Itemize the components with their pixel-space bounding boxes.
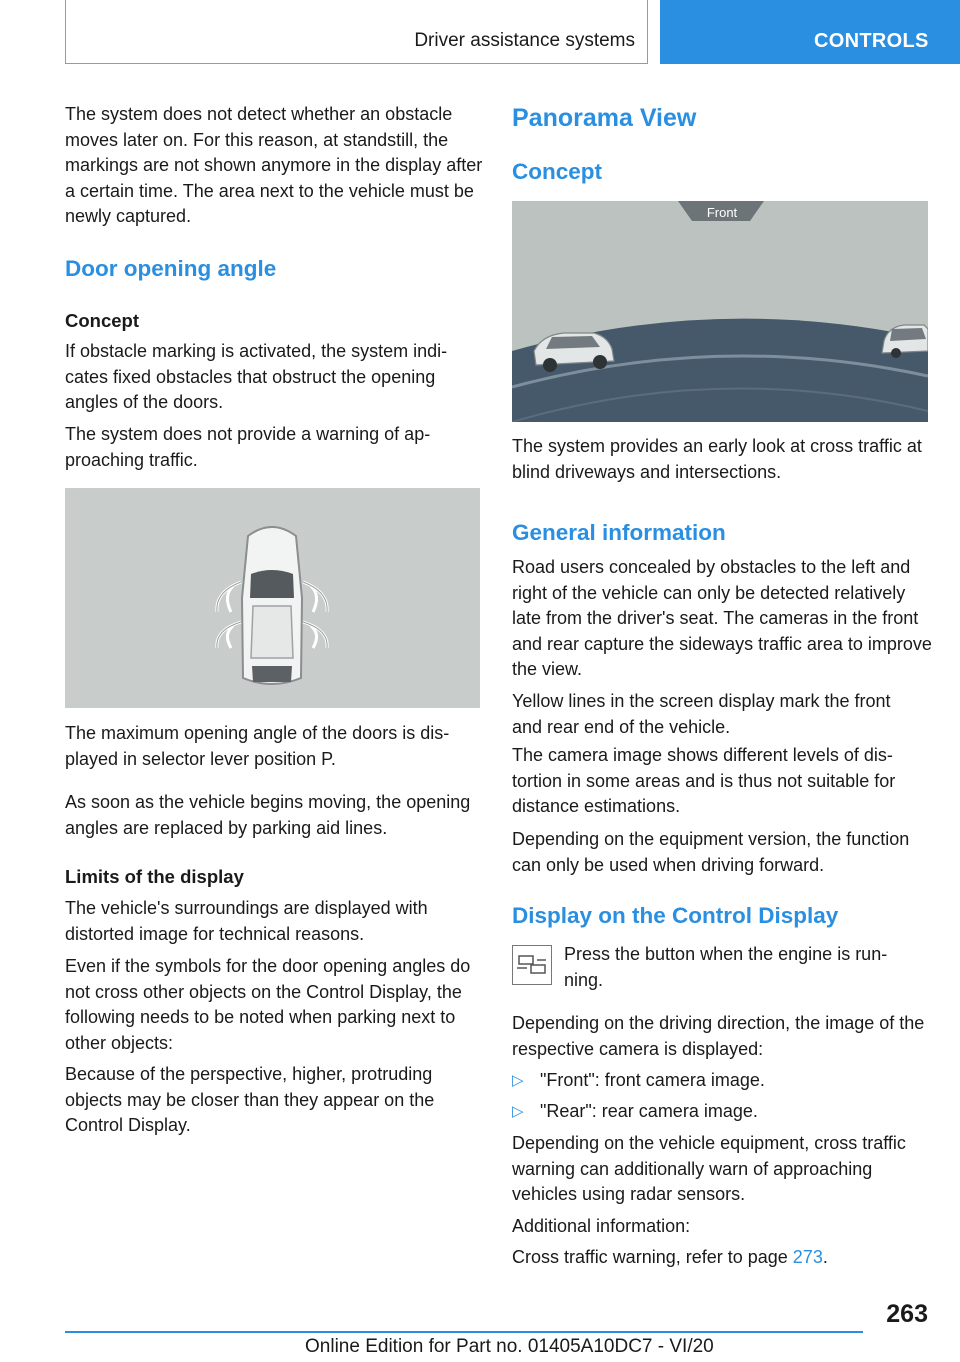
- door-angle-figure: [65, 488, 480, 708]
- concept-paragraph-2: The system does not provide a warning of approaching traffic.: [65, 424, 431, 470]
- section-title: Driver assistance systems: [414, 30, 635, 51]
- general-paragraph-3: The camera image shows different levels of distortion in some areas and is thus not suitable for distance estimations.: [512, 745, 896, 816]
- panorama-camera-image: [512, 201, 928, 422]
- additional-info-label: Additional information:: [512, 1216, 691, 1236]
- page-273-link[interactable]: 273: [792, 1247, 823, 1267]
- door-opening-heading: Door opening angle: [65, 256, 277, 281]
- general-paragraph-2: Yellow lines in the screen display mark the front and rear end of the vehicle.: [512, 691, 891, 737]
- chapter-tab: CONTROLS: [660, 0, 960, 64]
- opening-angle-paragraph: The maximum opening angle of the doors is displayed in selector lever position P.: [65, 723, 450, 769]
- panorama-view-figure: [512, 201, 928, 422]
- concept-paragraph-1: If obstacle marking is activated, the system indicates fixed obstacles that obstruct the opening angles of the doors.: [65, 341, 448, 412]
- front-label: Front: [706, 205, 738, 220]
- camera-button-icon: [512, 945, 552, 985]
- cross-reference-end: .: [822, 1247, 828, 1267]
- concept-heading-left: Concept: [65, 310, 139, 331]
- general-info-heading: General information: [512, 520, 726, 545]
- cross-reference: [512, 1245, 912, 1271]
- bullet-triangle-icon: ▷: [512, 1072, 524, 1089]
- general-paragraph-4: Depending on the equipment version, the function can only be used when driving forward.: [512, 829, 910, 875]
- bullet-rear-text: "Rear": rear camera image.: [540, 1101, 758, 1121]
- limits-paragraph-2: Even if the symbols for the door opening angles do not cross other objects on the Control Display, the following needs to be noted when parking next to other objects:: [65, 956, 471, 1053]
- bullet-front-text: "Front": front camera image.: [540, 1070, 765, 1090]
- camera-image-paragraph: Depending on the driving direction, the image of the respective camera is displayed:: [512, 1013, 925, 1059]
- concept-heading-right: Concept: [512, 159, 602, 184]
- press-button-paragraph: Press the button when the engine is running.: [564, 944, 888, 990]
- bullet-triangle-icon: ▷: [512, 1103, 524, 1120]
- cross-reference-text: Cross traffic warning, refer to page: [512, 1247, 793, 1267]
- footer-divider: [65, 1331, 863, 1333]
- limits-paragraph-3: Because of the perspective, higher, protruding objects may be closer than they appear on the Control Display.: [65, 1064, 435, 1135]
- general-paragraph-1: Road users concealed by obstacles to the left and right of the vehicle can only be detected relatively late from the driver's seat. The cameras in the front and rear capture the sideways traffic area to improve the view.: [512, 557, 932, 679]
- page-number: 263: [886, 1300, 928, 1328]
- panorama-view-heading: Panorama View: [512, 104, 697, 132]
- limits-paragraph-1: The vehicle's surroundings are displayed with distorted image for technical reasons.: [65, 898, 428, 944]
- cross-traffic-paragraph: Depending on the vehicle equipment, cross traffic warning can additionally warn of approaching vehicles using radar sensors.: [512, 1133, 906, 1204]
- vehicle-moving-paragraph: As soon as the vehicle begins moving, the opening angles are replaced by parking aid lines.: [65, 792, 471, 838]
- car-top-view-image: [65, 488, 480, 708]
- intro-paragraph: The system does not detect whether an obstacle moves later on. For this reason, at standstill, the markings are not shown anymore in the display after a certain time. The area next to the vehicle must be newly captured.: [65, 104, 483, 226]
- limits-heading: Limits of the display: [65, 866, 244, 887]
- edition-footer: Online Edition for Part no. 01405A10DC7 - VI/20: [305, 1336, 714, 1357]
- control-display-heading: Display on the Control Display: [512, 903, 839, 928]
- panorama-concept-paragraph: The system provides an early look at cross traffic at blind driveways and intersections.: [512, 436, 922, 482]
